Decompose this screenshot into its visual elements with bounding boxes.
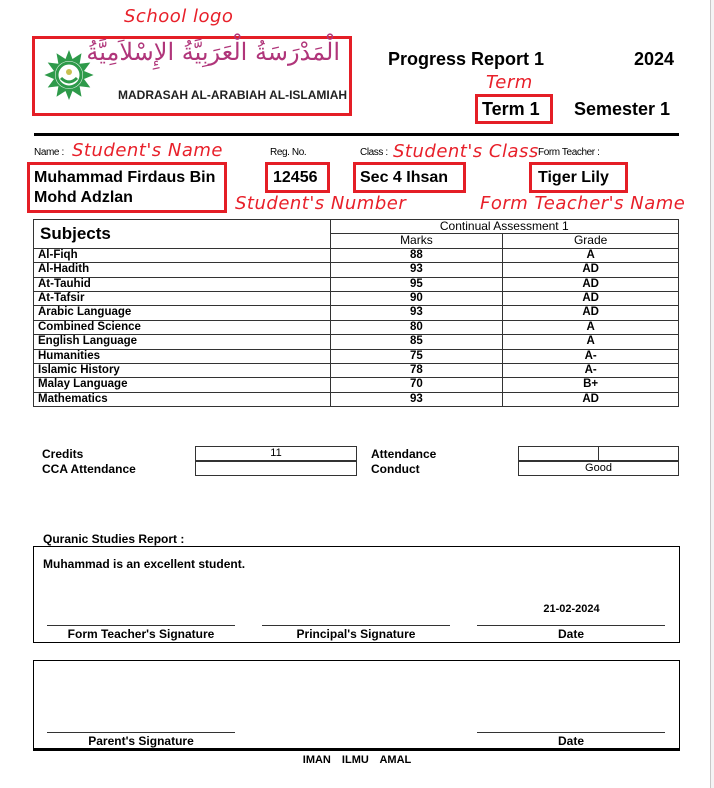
marks-cell: 75: [330, 349, 503, 363]
header-divider: [34, 133, 679, 136]
school-name-latin: MADRASAH AL-ARABIAH AL-ISLAMIAH: [118, 88, 348, 102]
annotation-student-number: Student's Number: [235, 193, 407, 214]
annotation-student-name: Student's Name: [72, 140, 224, 161]
table-row: [34, 335, 679, 349]
marks-cell: 90: [330, 291, 503, 305]
form-teacher-signature-label: Form Teacher's Signature: [67, 627, 215, 641]
grade-cell: A-: [503, 349, 679, 363]
attendance-value-present: [518, 446, 599, 461]
marks-cell: 80: [330, 320, 503, 334]
credits-label: Credits: [42, 447, 84, 461]
attendance-value-total: [598, 446, 679, 461]
marks-cell: 85: [330, 335, 503, 349]
table-row: [34, 248, 679, 262]
marks-cell: 88: [330, 248, 503, 262]
grade-cell: A: [503, 335, 679, 349]
quranic-report-label: Quranic Studies Report :: [43, 532, 185, 546]
grade-cell: AD: [503, 263, 679, 277]
quranic-date-label: Date: [557, 627, 584, 641]
grade-header: Grade: [503, 234, 679, 248]
subject-cell: At-Tafsir: [34, 291, 331, 305]
table-row: [34, 349, 679, 363]
table-row: [34, 363, 679, 377]
table-row: [34, 320, 679, 334]
principal-signature-line: [262, 625, 450, 626]
principal-signature-label: Principal's Signature: [296, 627, 416, 641]
subject-cell: Humanities: [34, 349, 331, 363]
grade-cell: AD: [503, 291, 679, 305]
quranic-date-value: 21-02-2024: [543, 603, 600, 615]
conduct-value: Good: [518, 461, 679, 476]
subject-cell: At-Tauhid: [34, 277, 331, 291]
subject-cell: English Language: [34, 335, 331, 349]
term-value: Term 1: [482, 99, 540, 119]
subject-cell: Combined Science: [34, 320, 331, 334]
form-teacher-signature-line: [47, 625, 235, 626]
grade-cell: AD: [503, 392, 679, 406]
cca-attendance-label: CCA Attendance: [42, 462, 136, 476]
grade-cell: A-: [503, 363, 679, 377]
marks-cell: 78: [330, 363, 503, 377]
subject-cell: Mathematics: [34, 392, 331, 406]
subject-cell: Islamic History: [34, 363, 331, 377]
marks-cell: 93: [330, 263, 503, 277]
grades-table: [33, 219, 679, 407]
student-name-line2: Mohd Adzlan: [34, 189, 133, 206]
annotation-student-class: Student's Class: [393, 141, 539, 162]
annotation-school-logo: School logo: [124, 6, 234, 27]
grade-cell: AD: [503, 306, 679, 320]
student-name-line1: Muhammad Firdaus Bin: [34, 169, 216, 186]
reg-no-value: 12456: [273, 169, 318, 186]
annotation-form-teacher-name: Form Teacher's Name: [480, 193, 686, 214]
parent-signature-label: Parent's Signature: [88, 734, 194, 748]
class-value: Sec 4 Ihsan: [360, 169, 449, 186]
table-row: [34, 306, 679, 320]
form-teacher-value: Tiger Lily: [538, 169, 609, 186]
table-row: [34, 291, 679, 305]
assessment-header: Continual Assessment 1: [330, 220, 678, 234]
marks-cell: 70: [330, 378, 503, 392]
subject-cell: Al-Hadith: [34, 263, 331, 277]
table-row: [34, 277, 679, 291]
table-row: [34, 378, 679, 392]
grade-cell: B+: [503, 378, 679, 392]
parent-date-label: Date: [557, 734, 584, 748]
marks-cell: 93: [330, 306, 503, 320]
table-row: [34, 392, 679, 406]
report-year: 2024: [634, 49, 675, 69]
quranic-date-line: [477, 625, 665, 626]
annotation-term: Term: [486, 72, 533, 93]
report-title: Progress Report 1: [388, 49, 545, 69]
name-label: Name :: [34, 147, 64, 158]
reg-no-label: Reg. No.: [270, 147, 307, 158]
grade-cell: A: [503, 248, 679, 262]
quranic-comment: Muhammad is an excellent student.: [43, 557, 246, 571]
subject-cell: Al-Fiqh: [34, 248, 331, 262]
semester-value: Semester 1: [574, 99, 671, 119]
grade-cell: AD: [503, 277, 679, 291]
school-name-arabic: الْمَدْرَسَةُ الْعَرَبِيَّةُ الإِسْلاَمِيَّةُ: [86, 38, 340, 66]
school-motto: IMAN ILMU AMAL: [302, 754, 412, 766]
parent-date-line: [477, 732, 665, 733]
class-label: Class :: [360, 147, 388, 158]
marks-cell: 95: [330, 277, 503, 291]
marks-header: Marks: [330, 234, 503, 248]
subjects-header: Subjects: [34, 220, 331, 249]
table-row: [34, 263, 679, 277]
parent-signature-line: [47, 732, 235, 733]
cca-attendance-value: [195, 461, 357, 476]
grade-cell: A: [503, 320, 679, 334]
page-edge-scrollbar: [710, 0, 714, 788]
conduct-label: Conduct: [371, 462, 420, 476]
marks-cell: 93: [330, 392, 503, 406]
subject-cell: Malay Language: [34, 378, 331, 392]
attendance-label: Attendance: [371, 447, 437, 461]
credits-value: 11: [195, 446, 357, 461]
subject-cell: Arabic Language: [34, 306, 331, 320]
form-teacher-label: Form Teacher :: [538, 147, 600, 158]
